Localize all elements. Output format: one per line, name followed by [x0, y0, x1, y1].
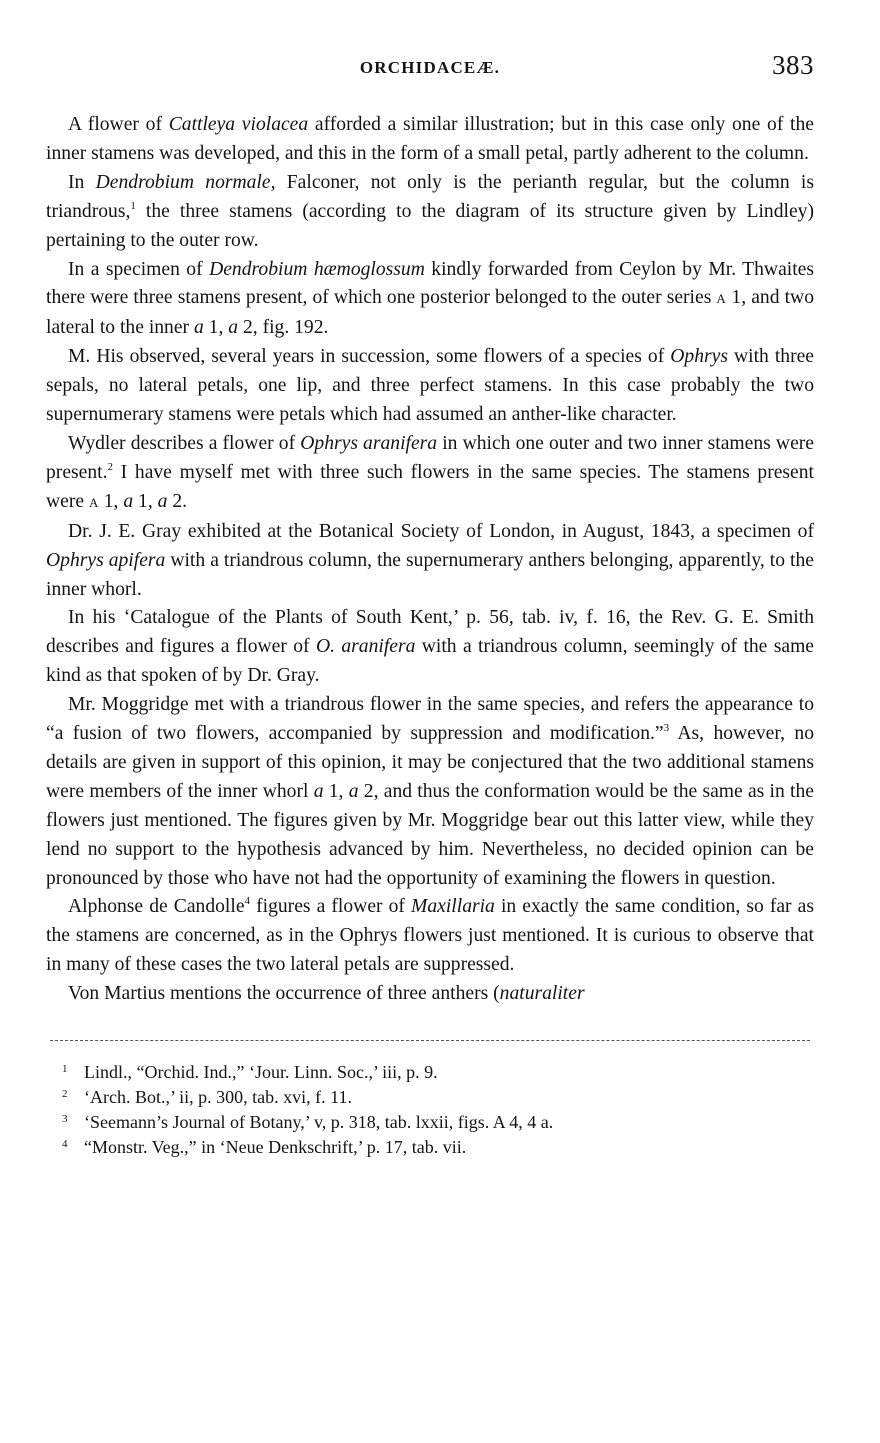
- text-run: in which one outer and two inner stamens were present.: [46, 432, 814, 483]
- text-run: As, however, no details are given in support of this opinion, it may be conjectured that the two additional stamens were members of the inner whorl: [46, 723, 814, 802]
- footnote-number: 1: [62, 1063, 68, 1076]
- footnote: [62, 1061, 814, 1086]
- text-run: Mr. Moggridge met with a triandrous flower in the same species, and refers the appearance to “a fusion of two flowers, accompanied by suppression and modification.”: [46, 694, 814, 745]
- paragraph: [46, 893, 814, 980]
- footnote-number: 4: [62, 1138, 68, 1151]
- italic-text: a: [123, 490, 134, 512]
- text-run: Dr. J. E. Gray exhibited at the Botanical Society of London, in August, 1843, a specimen of: [68, 520, 814, 542]
- text-run: the three stamens (according to the diagram of its structure given by Lindley) pertaining to the outer row.: [46, 200, 814, 251]
- footnote: [62, 1136, 814, 1161]
- italic-text: Ophrys: [670, 346, 728, 368]
- paragraph: [46, 111, 814, 169]
- italic-text: a: [348, 780, 359, 802]
- text-run: afforded a similar illustration; but in this case only one of the inner stamens was developed, and this in the form of a small petal, partly adherent to the column.: [46, 114, 814, 164]
- footnote-marker: 2: [107, 460, 113, 473]
- paragraph: [46, 343, 814, 430]
- text-run: 1, and two lateral to the inner: [46, 287, 814, 339]
- text-run: in exactly the same condition, so far as the stamens are concerned, as in the Ophrys flowers just mentioned. It is curious to observe that in many of these cases the two lateral petals are suppressed.: [46, 896, 814, 976]
- text-run: 1,: [203, 317, 229, 339]
- footnote-text: ‘Seemann’s Journal of Botany,’ v, p. 318, tab. lxxii, figs. A 4, 4 a.: [84, 1112, 554, 1133]
- footnote-number: 2: [62, 1088, 68, 1101]
- running-head: ORCHIDACEÆ.: [359, 58, 501, 77]
- text-run: kindly forwarded from Ceylon by Mr. Thwaites there were three stamens present, of which one posterior belonged to the outer series: [46, 258, 814, 309]
- footnote-marker: 3: [663, 722, 670, 735]
- paragraph: [46, 169, 814, 256]
- page-header: [46, 48, 814, 88]
- paragraph: [46, 256, 814, 344]
- text-run: M. His observed, several years in succession, some flowers of a species of: [68, 346, 671, 368]
- text-run: Von Martius mentions the occurrence of three anthers (: [68, 983, 500, 1005]
- footnotes: [62, 1061, 814, 1161]
- paragraph: [46, 604, 814, 691]
- footnote-text: Lindl., “Orchid. Ind.,” ‘Jour. Linn. Soc.,’ iii, p. 9.: [84, 1062, 438, 1083]
- footnote-separator: [50, 1040, 810, 1041]
- text-run: In his ‘Catalogue of the Plants of South Kent,’ p. 56, tab. iv, f. 16, the Rev. G. E. Smith describes and figures a flower of: [46, 607, 814, 658]
- text-run: figures a flower of: [250, 896, 412, 918]
- text-run: 1,: [98, 490, 124, 512]
- book-page: [46, 48, 814, 1161]
- text-run: 2, and thus the conformation would be the same as in the flowers just mentioned. The figures given by Mr. Moggridge bear out this latter view, while they lend no support to the hypothesis advanced by him. Nevertheless, no decided opinion can be pronounced by those who have not had the opportunity of examining the flowers in question.: [46, 780, 814, 889]
- text-run: In: [68, 171, 96, 193]
- italic-text: a: [228, 317, 239, 339]
- italic-text: a: [313, 780, 324, 802]
- paragraph: [46, 980, 814, 1009]
- italic-text: Cattleya violacea: [168, 114, 309, 135]
- small-caps-text: A: [716, 291, 727, 307]
- text-run: with a triandrous column, the supernumerary anthers belonging, apparently, to the inner whorl.: [46, 549, 814, 600]
- italic-text: Ophrys aranifera: [300, 432, 438, 454]
- paragraph: [46, 430, 814, 518]
- text-run: Falconer, not only is the perianth regular, but the column is triandrous,: [46, 171, 814, 222]
- text-run: Wydler describes a flower of: [68, 432, 301, 454]
- italic-text: a: [193, 317, 204, 339]
- text-run: In a specimen of: [68, 258, 210, 280]
- text-run: Alphonse de Candolle: [68, 896, 245, 918]
- footnote-number: 3: [62, 1113, 68, 1126]
- text-run: I have myself met with three such flowers in the same species. The stamens present were: [46, 461, 814, 512]
- page-number: 383: [772, 50, 814, 80]
- italic-text: O. aranifera: [315, 636, 416, 658]
- footnote: [62, 1086, 814, 1111]
- footnote-text: ‘Arch. Bot.,’ ii, p. 300, tab. xvi, f. 11.: [84, 1087, 352, 1108]
- italic-text: Dendrobium hæmoglossum: [209, 258, 425, 280]
- text-run: A flower of: [68, 114, 169, 135]
- paragraph: [46, 691, 814, 893]
- italic-text: Ophrys apifera: [46, 549, 166, 571]
- italic-text: naturaliter: [499, 983, 585, 1005]
- text-run: with three sepals, no lateral petals, one lip, and three perfect stamens. In this case probably the two supernumerary stamens were petals which had assumed an anther-like character.: [46, 346, 814, 426]
- text-run: 1,: [323, 780, 349, 802]
- text-run: 1,: [133, 490, 158, 512]
- body-text: [46, 111, 814, 1009]
- text-run: 2, fig. 192.: [238, 317, 329, 339]
- paragraph: [46, 518, 814, 605]
- italic-text: Dendrobium normale,: [95, 171, 276, 193]
- footnote-marker: 1: [130, 199, 136, 212]
- italic-text: a: [157, 490, 168, 512]
- footnote: [62, 1111, 814, 1136]
- footnote-text: “Monstr. Veg.,” in ‘Neue Denkschrift,’ p. 17, tab. vii.: [84, 1137, 467, 1158]
- text-run: with a triandrous column, seemingly of the same kind as that spoken of by Dr. Gray.: [46, 636, 815, 687]
- text-run: 2.: [167, 490, 188, 512]
- small-caps-text: A: [88, 494, 99, 510]
- footnote-marker: 4: [244, 895, 251, 908]
- italic-text: Maxillaria: [411, 896, 495, 918]
